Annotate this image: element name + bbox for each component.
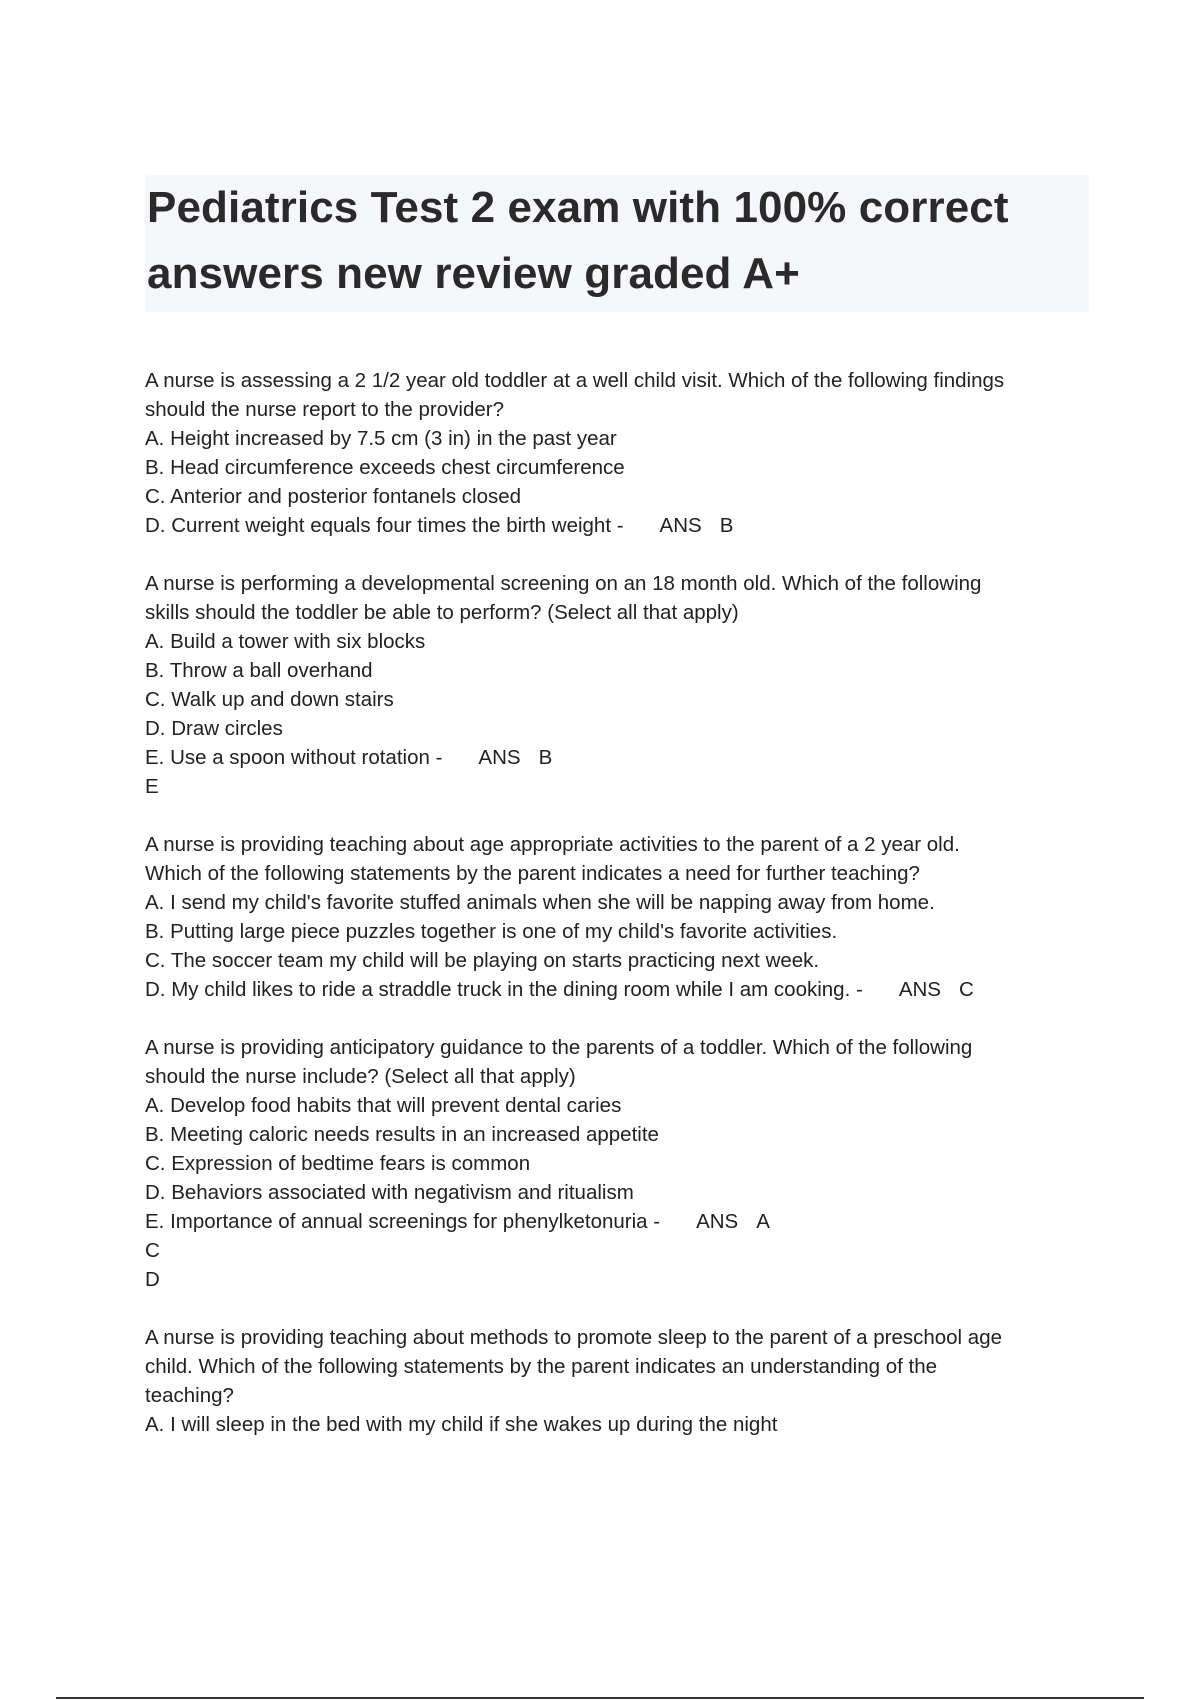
answer-option-text: D. My child likes to ride a straddle truck in the dining room while I am cooking. - — [145, 978, 863, 1001]
answer-option — [145, 482, 1105, 511]
answer-key-label: ANS — [478, 746, 521, 769]
answer-option-text: E. Use a spoon without rotation - — [145, 746, 443, 769]
answer-option-text: A. I send my child's favorite stuffed animals when she will be napping away from home. — [145, 891, 935, 914]
answer-key-letter: D — [145, 1268, 160, 1291]
question-block — [145, 830, 1105, 1004]
answer-option-text: E. Importance of annual screenings for phenylketonuria - — [145, 1210, 661, 1233]
answer-option — [145, 975, 1105, 1004]
answer-option — [145, 424, 1105, 453]
answer-option-text: A. I will sleep in the bed with my child if she wakes up during the night — [145, 1413, 778, 1436]
question-stem-line: child. Which of the following statements by the parent indicates an understanding of the — [145, 1355, 938, 1378]
answer-option — [145, 453, 1105, 482]
answer-key-letter: B — [538, 746, 553, 769]
answer-key-label: ANS — [696, 1210, 739, 1233]
question-stem-line: should the nurse include? (Select all that apply) — [145, 1065, 576, 1088]
answer-option — [145, 1091, 1105, 1120]
answer-option — [145, 1149, 1105, 1178]
title-line-1: Pediatrics Test 2 exam with 100% correct — [147, 183, 1009, 232]
answer-option — [145, 1178, 1105, 1207]
answer-option — [145, 917, 1105, 946]
answer-key-label: ANS — [898, 978, 941, 1001]
answer-key-label: ANS — [659, 514, 702, 537]
answer-option — [145, 888, 1105, 917]
answer-option-text: D. Behaviors associated with negativism and ritualism — [145, 1181, 634, 1204]
question-stem-line: A nurse is providing teaching about age appropriate activities to the parent of a 2 year old. — [145, 833, 960, 856]
question-stem-line: A nurse is providing anticipatory guidance to the parents of a toddler. Which of the following — [145, 1036, 973, 1059]
answer-option — [145, 685, 1105, 714]
question-list — [145, 366, 1105, 1468]
answer-key-letter: C — [958, 978, 974, 1001]
question-stem-line: A nurse is performing a developmental screening on an 18 month old. Which of the following — [145, 572, 982, 595]
answer-option — [145, 1207, 1105, 1236]
question-stem-line: skills should the toddler be able to perform? (Select all that apply) — [145, 601, 739, 624]
answer-option — [145, 714, 1105, 743]
question-block — [145, 1323, 1105, 1439]
answer-option-text: A. Height increased by 7.5 cm (3 in) in the past year — [145, 427, 617, 450]
answer-option — [145, 1410, 1105, 1439]
answer-option-text: C. The soccer team my child will be playing on starts practicing next week. — [145, 949, 820, 972]
title-line-2: answers new review graded A+ — [147, 249, 800, 298]
question-block — [145, 366, 1105, 540]
answer-key-letter: E — [145, 775, 159, 798]
question-stem-line: Which of the following statements by the parent indicates a need for further teaching? — [145, 862, 920, 885]
answer-option-text: B. Putting large piece puzzles together is one of my child's favorite activities. — [145, 920, 838, 943]
question-stem-line: teaching? — [145, 1384, 234, 1407]
answer-key-letter: A — [756, 1210, 770, 1233]
answer-key-letter: B — [719, 514, 734, 537]
answer-option-text: B. Meeting caloric needs results in an increased appetite — [145, 1123, 659, 1146]
answer-option — [145, 511, 1105, 540]
answer-option — [145, 946, 1105, 975]
answer-option-text: A. Build a tower with six blocks — [145, 630, 426, 653]
answer-option — [145, 627, 1105, 656]
document-title — [145, 175, 1089, 307]
answer-option-text: A. Develop food habits that will prevent dental caries — [145, 1094, 622, 1117]
answer-option — [145, 1120, 1105, 1149]
question-block — [145, 1033, 1105, 1294]
footer-divider — [56, 1697, 1144, 1699]
answer-option-text: B. Throw a ball overhand — [145, 659, 373, 682]
answer-option — [145, 656, 1105, 685]
answer-option-text: D. Draw circles — [145, 717, 283, 740]
question-block — [145, 569, 1105, 801]
answer-option-text: C. Expression of bedtime fears is common — [145, 1152, 531, 1175]
answer-option — [145, 743, 1105, 772]
answer-option-text: C. Anterior and posterior fontanels closed — [145, 485, 522, 508]
title-banner — [145, 175, 1089, 312]
question-stem-line: A nurse is providing teaching about methods to promote sleep to the parent of a preschool age — [145, 1326, 1002, 1349]
answer-key-letter: C — [145, 1239, 160, 1262]
answer-option-text: B. Head circumference exceeds chest circumference — [145, 456, 625, 479]
question-stem-line: A nurse is assessing a 2 1/2 year old toddler at a well child visit. Which of the following findings — [145, 369, 1005, 392]
answer-option-text: D. Current weight equals four times the birth weight - — [145, 514, 624, 537]
answer-option-text: C. Walk up and down stairs — [145, 688, 394, 711]
question-stem-line: should the nurse report to the provider? — [145, 398, 504, 421]
